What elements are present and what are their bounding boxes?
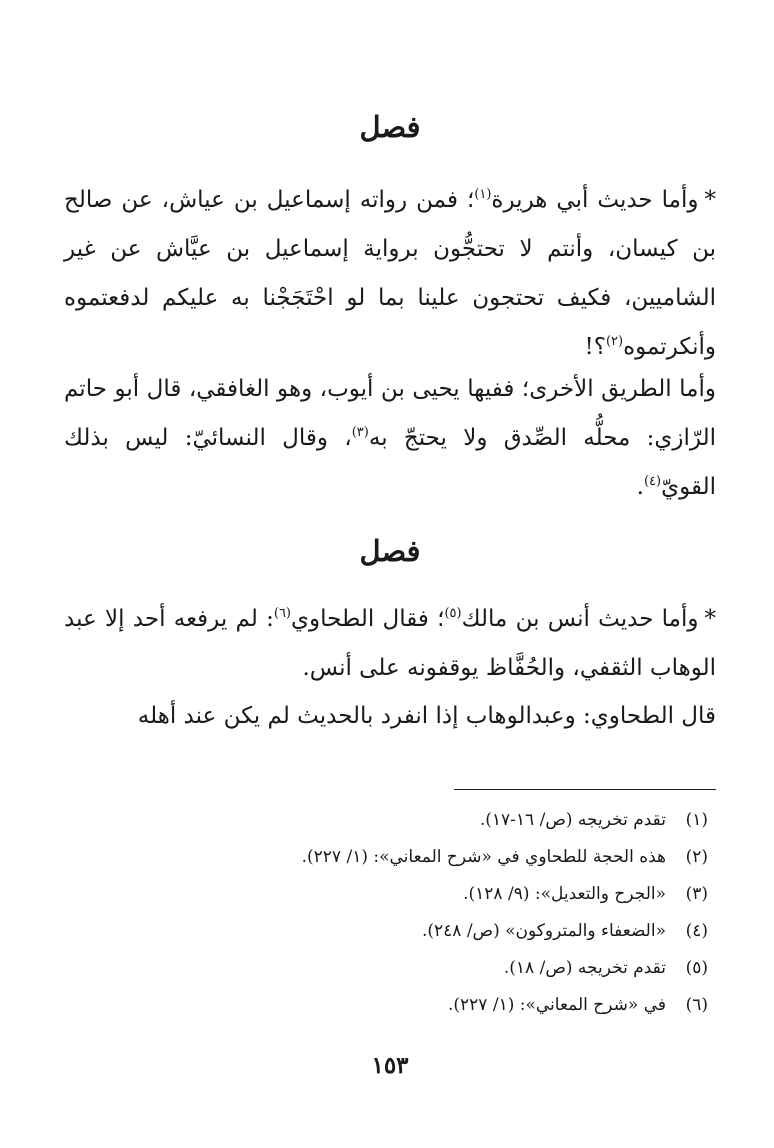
footnote-ref-5[interactable]: (٥): [444, 606, 462, 621]
footnote-item: [64, 839, 708, 876]
paragraph-tahawi: قال الطحاوي: وعبدالوهاب إذا انفرد بالحديث لم يكن عند أهله: [137, 703, 716, 729]
footnote-text: تقدم تخريجه (ص/ ١٦-١٧).: [479, 810, 666, 830]
paragraph-text: وأما حديث أبي هريرة: [491, 187, 699, 213]
footnote-item: [64, 950, 708, 987]
footnote-number: (١): [685, 810, 708, 830]
section-heading-1: فصل: [359, 110, 421, 144]
paragraph-other-route: [64, 365, 716, 512]
paragraph-text: ، وقال النسائيّ: ليس بذلك القويّ: [64, 425, 716, 500]
footnote-text: «الجرح والتعديل»: (٩/ ١٢٨).: [463, 884, 666, 904]
paragraph-text: .: [636, 474, 644, 500]
paragraph-abu-hurayra: [64, 176, 716, 372]
footnote-text: تقدم تخريجه (ص/ ١٨).: [503, 958, 666, 978]
paragraph-anas: [64, 595, 716, 693]
footnote-text: في «شرح المعاني»: (١/ ٢٢٧).: [447, 995, 666, 1015]
paragraph-text: وأما الطريق الأخرى؛ ففيها يحيى بن أيوب، وهو الغافقي، قال أبو حاتم الرّازي: محلُّه الصِّدق ولا يحتجّ به: [64, 376, 716, 451]
footnote-text: هذه الحجة للطحاوي في «شرح المعاني»: (١/ ٢٢٧).: [301, 847, 666, 867]
paragraph-text: ؛ فمن رواته إسماعيل بن عياش، عن صالح بن كيسان، وأنتم لا تحتجُّون برواية إسماعيل بن عيَّاش عن غير الشاميين، فكيف تحتجون علينا بما لو احْتَجَجْنا به عليكم لدفعتموه وأنكرتموه: [64, 187, 716, 360]
footnote-ref-1[interactable]: (١): [474, 187, 492, 202]
footnote-ref-4[interactable]: (٤): [643, 474, 662, 489]
paragraph-text: ؟!: [584, 334, 606, 360]
footnote-number: (٣): [685, 884, 708, 904]
footnote-number: (٢): [685, 847, 708, 867]
footnote-number: (٥): [685, 958, 708, 978]
asterisk-marker: *: [704, 606, 717, 632]
paragraph-text: وأما حديث أنس بن مالك: [461, 606, 699, 632]
footnote-text: «الضعفاء والمتروكون» (ص/ ٢٤٨).: [421, 921, 666, 941]
footnote-ref-6[interactable]: (٦): [273, 606, 291, 621]
footnote-item: [64, 913, 708, 950]
footnote-ref-3[interactable]: (٣): [351, 425, 369, 440]
footnote-item: [64, 987, 708, 1024]
paragraph-text: ؛ فقال الطحاوي: [291, 606, 445, 632]
footnote-item: [64, 876, 708, 913]
footnote-ref-2[interactable]: (٢): [605, 334, 624, 349]
footnote-item: [64, 802, 708, 839]
footnote-divider: [454, 789, 716, 790]
book-page: [64, 0, 716, 1148]
section-heading-2: فصل: [359, 534, 421, 568]
footnote-number: (٦): [685, 995, 708, 1015]
footnotes-list: [64, 802, 708, 1024]
footnote-number: (٤): [685, 921, 708, 941]
page-number: ١٥٣: [371, 1052, 409, 1079]
asterisk-marker: *: [704, 187, 716, 213]
paragraph-text: : لم يرفعه أحد إلا عبد الوهاب الثقفي، والحُفَّاظ يوقفونه على أنس.: [64, 606, 716, 681]
